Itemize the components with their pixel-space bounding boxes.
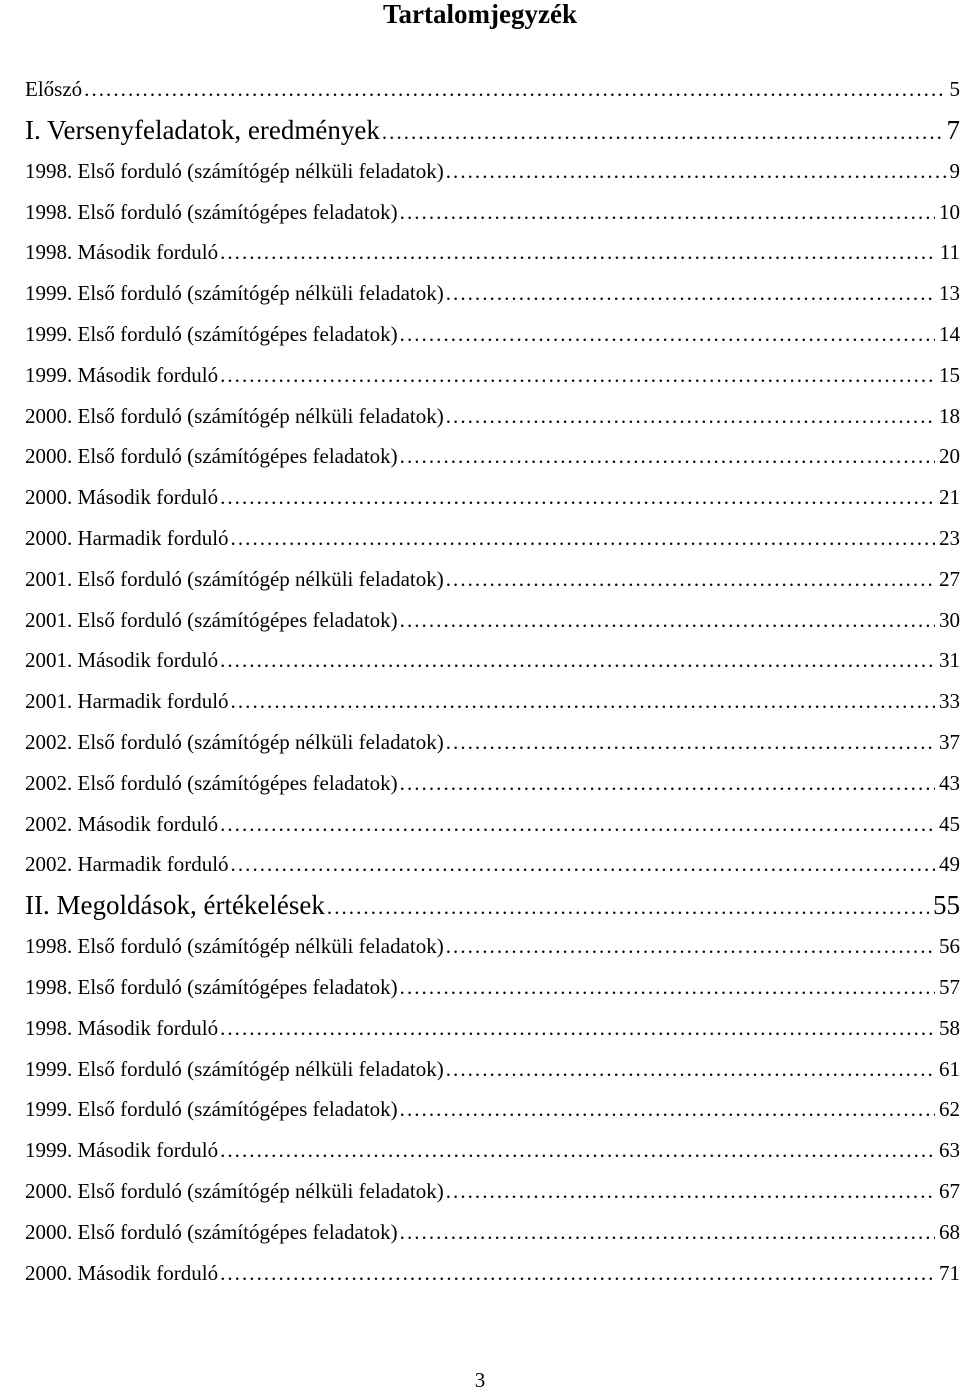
toc-entry[interactable] bbox=[25, 482, 960, 523]
toc-leader-dots bbox=[400, 197, 935, 227]
toc-entry-page: 67 bbox=[939, 1178, 960, 1203]
toc-entry-label: 2001. Harmadik forduló bbox=[25, 689, 229, 714]
toc-entry[interactable] bbox=[25, 686, 960, 727]
toc-entry-page: 31 bbox=[939, 648, 960, 673]
toc-entry[interactable] bbox=[25, 74, 960, 115]
toc-entry-label: 2000. Első forduló (számítógép nélküli feladatok) bbox=[25, 1178, 444, 1203]
toc-entry[interactable] bbox=[25, 197, 960, 238]
table-of-contents bbox=[25, 74, 960, 1298]
toc-entry-label: 2002. Első forduló (számítógépes feladatok) bbox=[25, 770, 398, 795]
toc-entry-label: 2002. Második forduló bbox=[25, 811, 219, 836]
toc-entry-label: 2001. Első forduló (számítógép nélküli feladatok) bbox=[25, 566, 444, 591]
toc-entry-label: 2000. Első forduló (számítógépes feladatok) bbox=[25, 1219, 398, 1244]
toc-entry-label: 2000. Első forduló (számítógép nélküli feladatok) bbox=[25, 403, 444, 428]
toc-entry-label: 1999. Első forduló (számítógép nélküli feladatok) bbox=[25, 1056, 444, 1081]
toc-entry-label: 1998. Első forduló (számítógépes feladatok) bbox=[25, 974, 398, 999]
toc-entry[interactable] bbox=[25, 360, 960, 401]
toc-entry-label: 2001. Második forduló bbox=[25, 648, 219, 673]
toc-entry[interactable] bbox=[25, 972, 960, 1013]
toc-entry-label: 2001. Első forduló (számítógépes feladatok) bbox=[25, 607, 398, 632]
toc-entry-page: 14 bbox=[939, 321, 960, 346]
toc-entry[interactable] bbox=[25, 931, 960, 972]
toc-leader-dots bbox=[231, 849, 935, 879]
toc-entry[interactable] bbox=[25, 441, 960, 482]
toc-entry-label: 2002. Harmadik forduló bbox=[25, 852, 229, 877]
toc-entry[interactable] bbox=[25, 237, 960, 278]
toc-entry-label: 2000. Második forduló bbox=[25, 485, 219, 510]
toc-entry[interactable] bbox=[25, 1217, 960, 1258]
toc-leader-dots bbox=[446, 727, 935, 757]
toc-entry-page: 45 bbox=[939, 811, 960, 836]
toc-leader-dots bbox=[446, 931, 935, 961]
toc-entry-label: 2000. Első forduló (számítógépes feladatok) bbox=[25, 444, 398, 469]
toc-entry-page: 23 bbox=[939, 525, 960, 550]
toc-entry-label: 1999. Első forduló (számítógép nélküli feladatok) bbox=[25, 281, 444, 306]
toc-entry-page: 10 bbox=[939, 199, 960, 224]
toc-leader-dots bbox=[231, 523, 935, 553]
toc-entry-page: 49 bbox=[939, 852, 960, 877]
toc-entry[interactable] bbox=[25, 1258, 960, 1299]
toc-leader-dots bbox=[446, 401, 935, 431]
toc-entry-page: 63 bbox=[939, 1138, 960, 1163]
toc-entry-label: 1998. Első forduló (számítógépes feladatok) bbox=[25, 199, 398, 224]
toc-entry-label: 2000. Harmadik forduló bbox=[25, 525, 229, 550]
toc-entry-page: 27 bbox=[939, 566, 960, 591]
toc-entry[interactable] bbox=[25, 1054, 960, 1095]
toc-leader-dots bbox=[220, 237, 936, 267]
toc-leader-dots bbox=[220, 1258, 935, 1288]
toc-entry-page: 11 bbox=[939, 240, 960, 265]
toc-entry-label: 1998. Második forduló bbox=[25, 240, 219, 265]
toc-entry[interactable] bbox=[25, 401, 960, 442]
toc-leader-dots bbox=[400, 319, 935, 349]
page-title: Tartalomjegyzék bbox=[383, 0, 577, 29]
toc-entry-page: 68 bbox=[939, 1219, 960, 1244]
toc-leader-dots bbox=[400, 605, 935, 635]
toc-entry-label: 1999. Második forduló bbox=[25, 1138, 219, 1163]
toc-entry-page: 13 bbox=[939, 281, 960, 306]
toc-entry-page: 33 bbox=[939, 689, 960, 714]
toc-entry-label: 1999. Első forduló (számítógépes feladatok) bbox=[25, 1097, 398, 1122]
toc-leader-dots bbox=[446, 564, 935, 594]
toc-leader-dots bbox=[382, 115, 943, 147]
toc-leader-dots bbox=[400, 1217, 935, 1247]
toc-leader-dots bbox=[220, 1135, 935, 1165]
toc-entry-label: 1999. Első forduló (számítógépes feladatok) bbox=[25, 321, 398, 346]
page-number: 3 bbox=[474, 1368, 486, 1392]
toc-entry-page: 20 bbox=[939, 444, 960, 469]
toc-entry-label: 1998. Első forduló (számítógép nélküli feladatok) bbox=[25, 158, 444, 183]
toc-entry-label: II. Megoldások, értékelések bbox=[25, 890, 325, 921]
toc-entry-page: 21 bbox=[939, 485, 960, 510]
toc-leader-dots bbox=[220, 809, 935, 839]
toc-entry-label: 2000. Második forduló bbox=[25, 1260, 219, 1285]
toc-entry-label: Előszó bbox=[25, 77, 83, 101]
toc-entry[interactable] bbox=[25, 645, 960, 686]
toc-leader-dots bbox=[220, 482, 935, 512]
toc-entry-page: 7 bbox=[946, 114, 960, 145]
toc-entry-page: 9 bbox=[949, 158, 960, 183]
toc-entry[interactable] bbox=[25, 1135, 960, 1176]
toc-entry-page: 5 bbox=[949, 77, 960, 101]
toc-entry-page: 18 bbox=[939, 403, 960, 428]
toc-entry[interactable] bbox=[25, 1176, 960, 1217]
toc-leader-dots bbox=[220, 645, 935, 675]
toc-entry-page: 58 bbox=[939, 1015, 960, 1040]
toc-entry-page: 37 bbox=[939, 729, 960, 754]
toc-entry-page: 43 bbox=[939, 770, 960, 795]
toc-entry-label: 1998. Második forduló bbox=[25, 1015, 219, 1040]
toc-entry[interactable] bbox=[25, 278, 960, 319]
toc-part-heading[interactable] bbox=[25, 890, 960, 931]
toc-leader-dots bbox=[84, 74, 945, 104]
toc-entry[interactable] bbox=[25, 1094, 960, 1135]
toc-entry[interactable] bbox=[25, 564, 960, 605]
toc-entry[interactable] bbox=[25, 849, 960, 890]
toc-entry-page: 71 bbox=[939, 1260, 960, 1285]
toc-entry-page: 57 bbox=[939, 974, 960, 999]
toc-leader-dots bbox=[446, 1054, 935, 1084]
toc-entry-page: 15 bbox=[939, 362, 960, 387]
toc-entry[interactable] bbox=[25, 523, 960, 564]
toc-entry-label: I. Versenyfeladatok, eredmények bbox=[25, 114, 380, 145]
toc-entry-label: 2002. Első forduló (számítógép nélküli feladatok) bbox=[25, 729, 444, 754]
toc-leader-dots bbox=[400, 441, 935, 471]
toc-leader-dots bbox=[400, 972, 935, 1002]
toc-entry-label: 1999. Második forduló bbox=[25, 362, 219, 387]
toc-entry[interactable] bbox=[25, 768, 960, 809]
toc-entry-page: 55 bbox=[933, 890, 960, 921]
toc-entry[interactable] bbox=[25, 727, 960, 768]
toc-entry[interactable] bbox=[25, 605, 960, 646]
toc-entry-page: 62 bbox=[939, 1097, 960, 1122]
toc-leader-dots bbox=[446, 278, 935, 308]
toc-entry-page: 56 bbox=[939, 934, 960, 959]
toc-entry[interactable] bbox=[25, 809, 960, 850]
toc-leader-dots bbox=[220, 360, 935, 390]
toc-leader-dots bbox=[327, 890, 929, 922]
toc-leader-dots bbox=[400, 768, 935, 798]
toc-leader-dots bbox=[400, 1094, 935, 1124]
toc-leader-dots bbox=[446, 1176, 935, 1206]
toc-entry-page: 30 bbox=[939, 607, 960, 632]
toc-entry-page: 61 bbox=[939, 1056, 960, 1081]
toc-entry-label: 1998. Első forduló (számítógép nélküli feladatok) bbox=[25, 934, 444, 959]
toc-leader-dots bbox=[231, 686, 935, 716]
toc-entry[interactable] bbox=[25, 156, 960, 197]
toc-entry[interactable] bbox=[25, 1013, 960, 1054]
toc-entry[interactable] bbox=[25, 319, 960, 360]
toc-leader-dots bbox=[446, 156, 946, 186]
toc-leader-dots bbox=[220, 1013, 935, 1043]
toc-part-heading[interactable] bbox=[25, 115, 960, 156]
